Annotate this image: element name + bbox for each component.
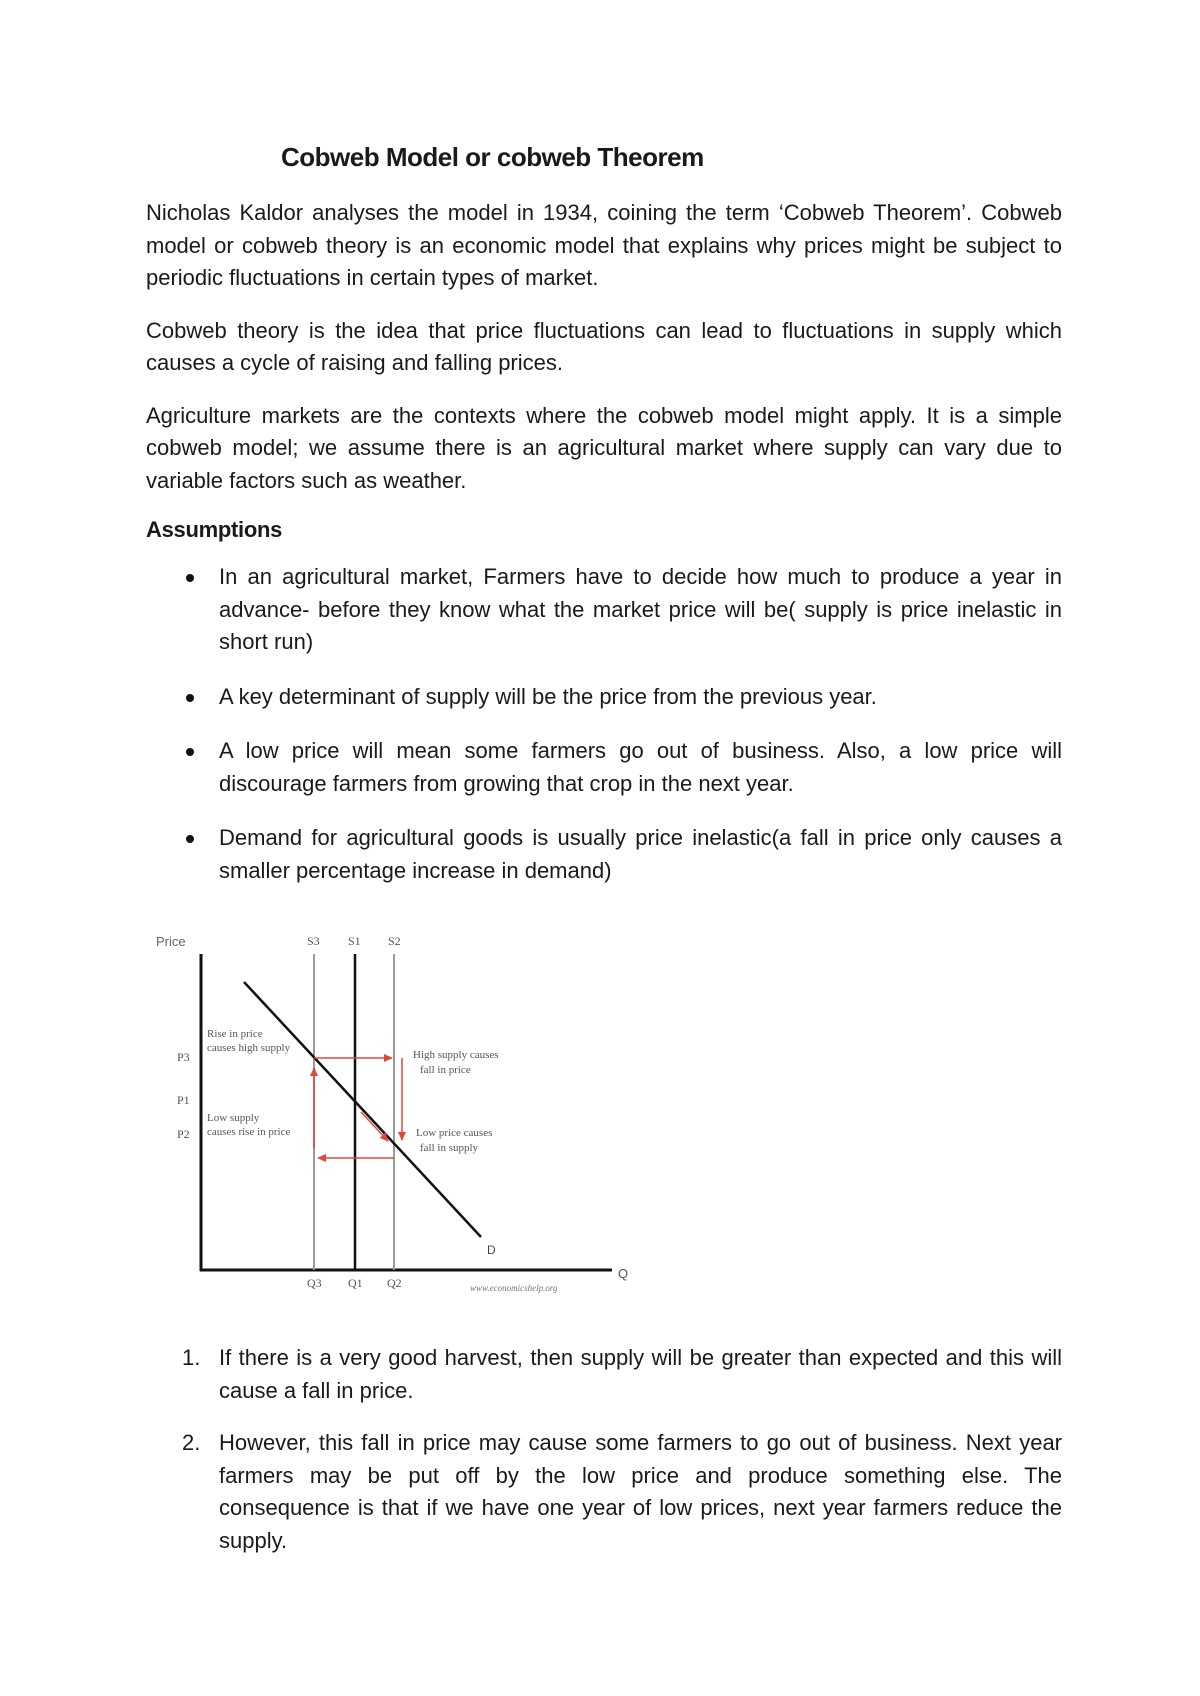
assumption-text: Demand for agricultural goods is usually price inelastic(a fall in price only causes a smaller percentage increase in demand) xyxy=(219,825,1062,883)
document-title: Cobweb Model or cobweb Theorem xyxy=(281,142,704,172)
assumption-text: A low price will mean some farmers go out of business. Also, a low price will discourage farmers from growing that crop in the next year. xyxy=(219,738,1062,796)
bullet-icon xyxy=(186,748,194,756)
assumptions-list xyxy=(146,561,1062,887)
annotation-high-supply-causes: High supply causes xyxy=(413,1049,499,1061)
quantity-label-q2: Q2 xyxy=(387,1276,402,1290)
assumptions-heading: Assumptions xyxy=(146,517,283,542)
annotation-low-price-causes: Low price causes xyxy=(416,1127,493,1139)
annotation-causes-high-supply: causes high supply xyxy=(207,1042,291,1054)
document-body xyxy=(146,142,1062,909)
quantity-label-q3: Q3 xyxy=(307,1276,322,1290)
assumption-text: A key determinant of supply will be the price from the previous year. xyxy=(219,683,877,709)
x-axis-label: Q xyxy=(618,1266,629,1281)
annotation-fall-in-supply: fall in supply xyxy=(420,1142,479,1154)
bullet-icon xyxy=(186,694,194,702)
bullet-icon xyxy=(186,574,194,582)
cobweb-diagram-svg xyxy=(146,920,646,1300)
price-label-p2: P2 xyxy=(177,1127,190,1141)
steps-list xyxy=(146,1342,1062,1557)
step-item xyxy=(146,1342,1062,1407)
cobweb-diagram xyxy=(146,920,646,1300)
price-label-p3: P3 xyxy=(177,1050,190,1064)
assumption-item xyxy=(146,822,1062,887)
diagram-source: www.economicshelp.org xyxy=(470,1283,558,1293)
step-number: 1. xyxy=(182,1345,201,1370)
annotation-fall-in-price: fall in price xyxy=(420,1064,471,1076)
y-axis-label: Price xyxy=(156,934,186,949)
step-item xyxy=(146,1427,1062,1557)
annotation-causes-rise-in-price: causes rise in price xyxy=(207,1126,291,1138)
supply-label-s3: S3 xyxy=(307,934,320,948)
annotation-rise-in-price: Rise in price xyxy=(207,1028,263,1040)
supply-label-s2: S2 xyxy=(388,934,401,948)
step-text: However, this fall in price may cause some farmers to go out of business. Next year farmers may be put off by the low price and produce something else. The consequence is that if we have one year of low prices, next year farmers reduce the supply. xyxy=(219,1430,1062,1553)
arrow-demand-slide xyxy=(361,1112,388,1141)
step-number: 2. xyxy=(182,1430,201,1455)
assumption-text: In an agricultural market, Farmers have to decide how much to produce a year in advance- before they know what the market price will be( supply is price inelastic in short run) xyxy=(219,564,1062,654)
quantity-label-q1: Q1 xyxy=(348,1276,363,1290)
steps-section xyxy=(146,1342,1062,1577)
intro-paragraph-3: Agriculture markets are the contexts where the cobweb model might apply. It is a simple cobweb model; we assume there is an agricultural market where supply can vary due to variable factors such as weather. xyxy=(146,402,1062,493)
supply-label-s1: S1 xyxy=(348,934,361,948)
demand-label: D xyxy=(487,1243,496,1257)
demand-line xyxy=(244,982,481,1237)
assumption-item xyxy=(146,735,1062,800)
bullet-icon xyxy=(186,835,194,843)
annotation-low-supply: Low supply xyxy=(207,1112,260,1124)
intro-paragraph-1: Nicholas Kaldor analyses the model in 1934, coining the term ‘Cobweb Theorem’. Cobweb model or cobweb theory is an economic model that explains why prices might be subject to periodic fluctuations in certain types of market. xyxy=(146,200,1062,290)
step-text: If there is a very good harvest, then supply will be greater than expected and this will cause a fall in price. xyxy=(219,1345,1062,1403)
assumption-item xyxy=(146,681,1062,714)
intro-paragraph-2: Cobweb theory is the idea that price fluctuations can lead to fluctuations in supply which causes a cycle of raising and falling prices. xyxy=(146,317,1062,375)
price-label-p1: P1 xyxy=(177,1093,190,1107)
assumption-item xyxy=(146,561,1062,659)
